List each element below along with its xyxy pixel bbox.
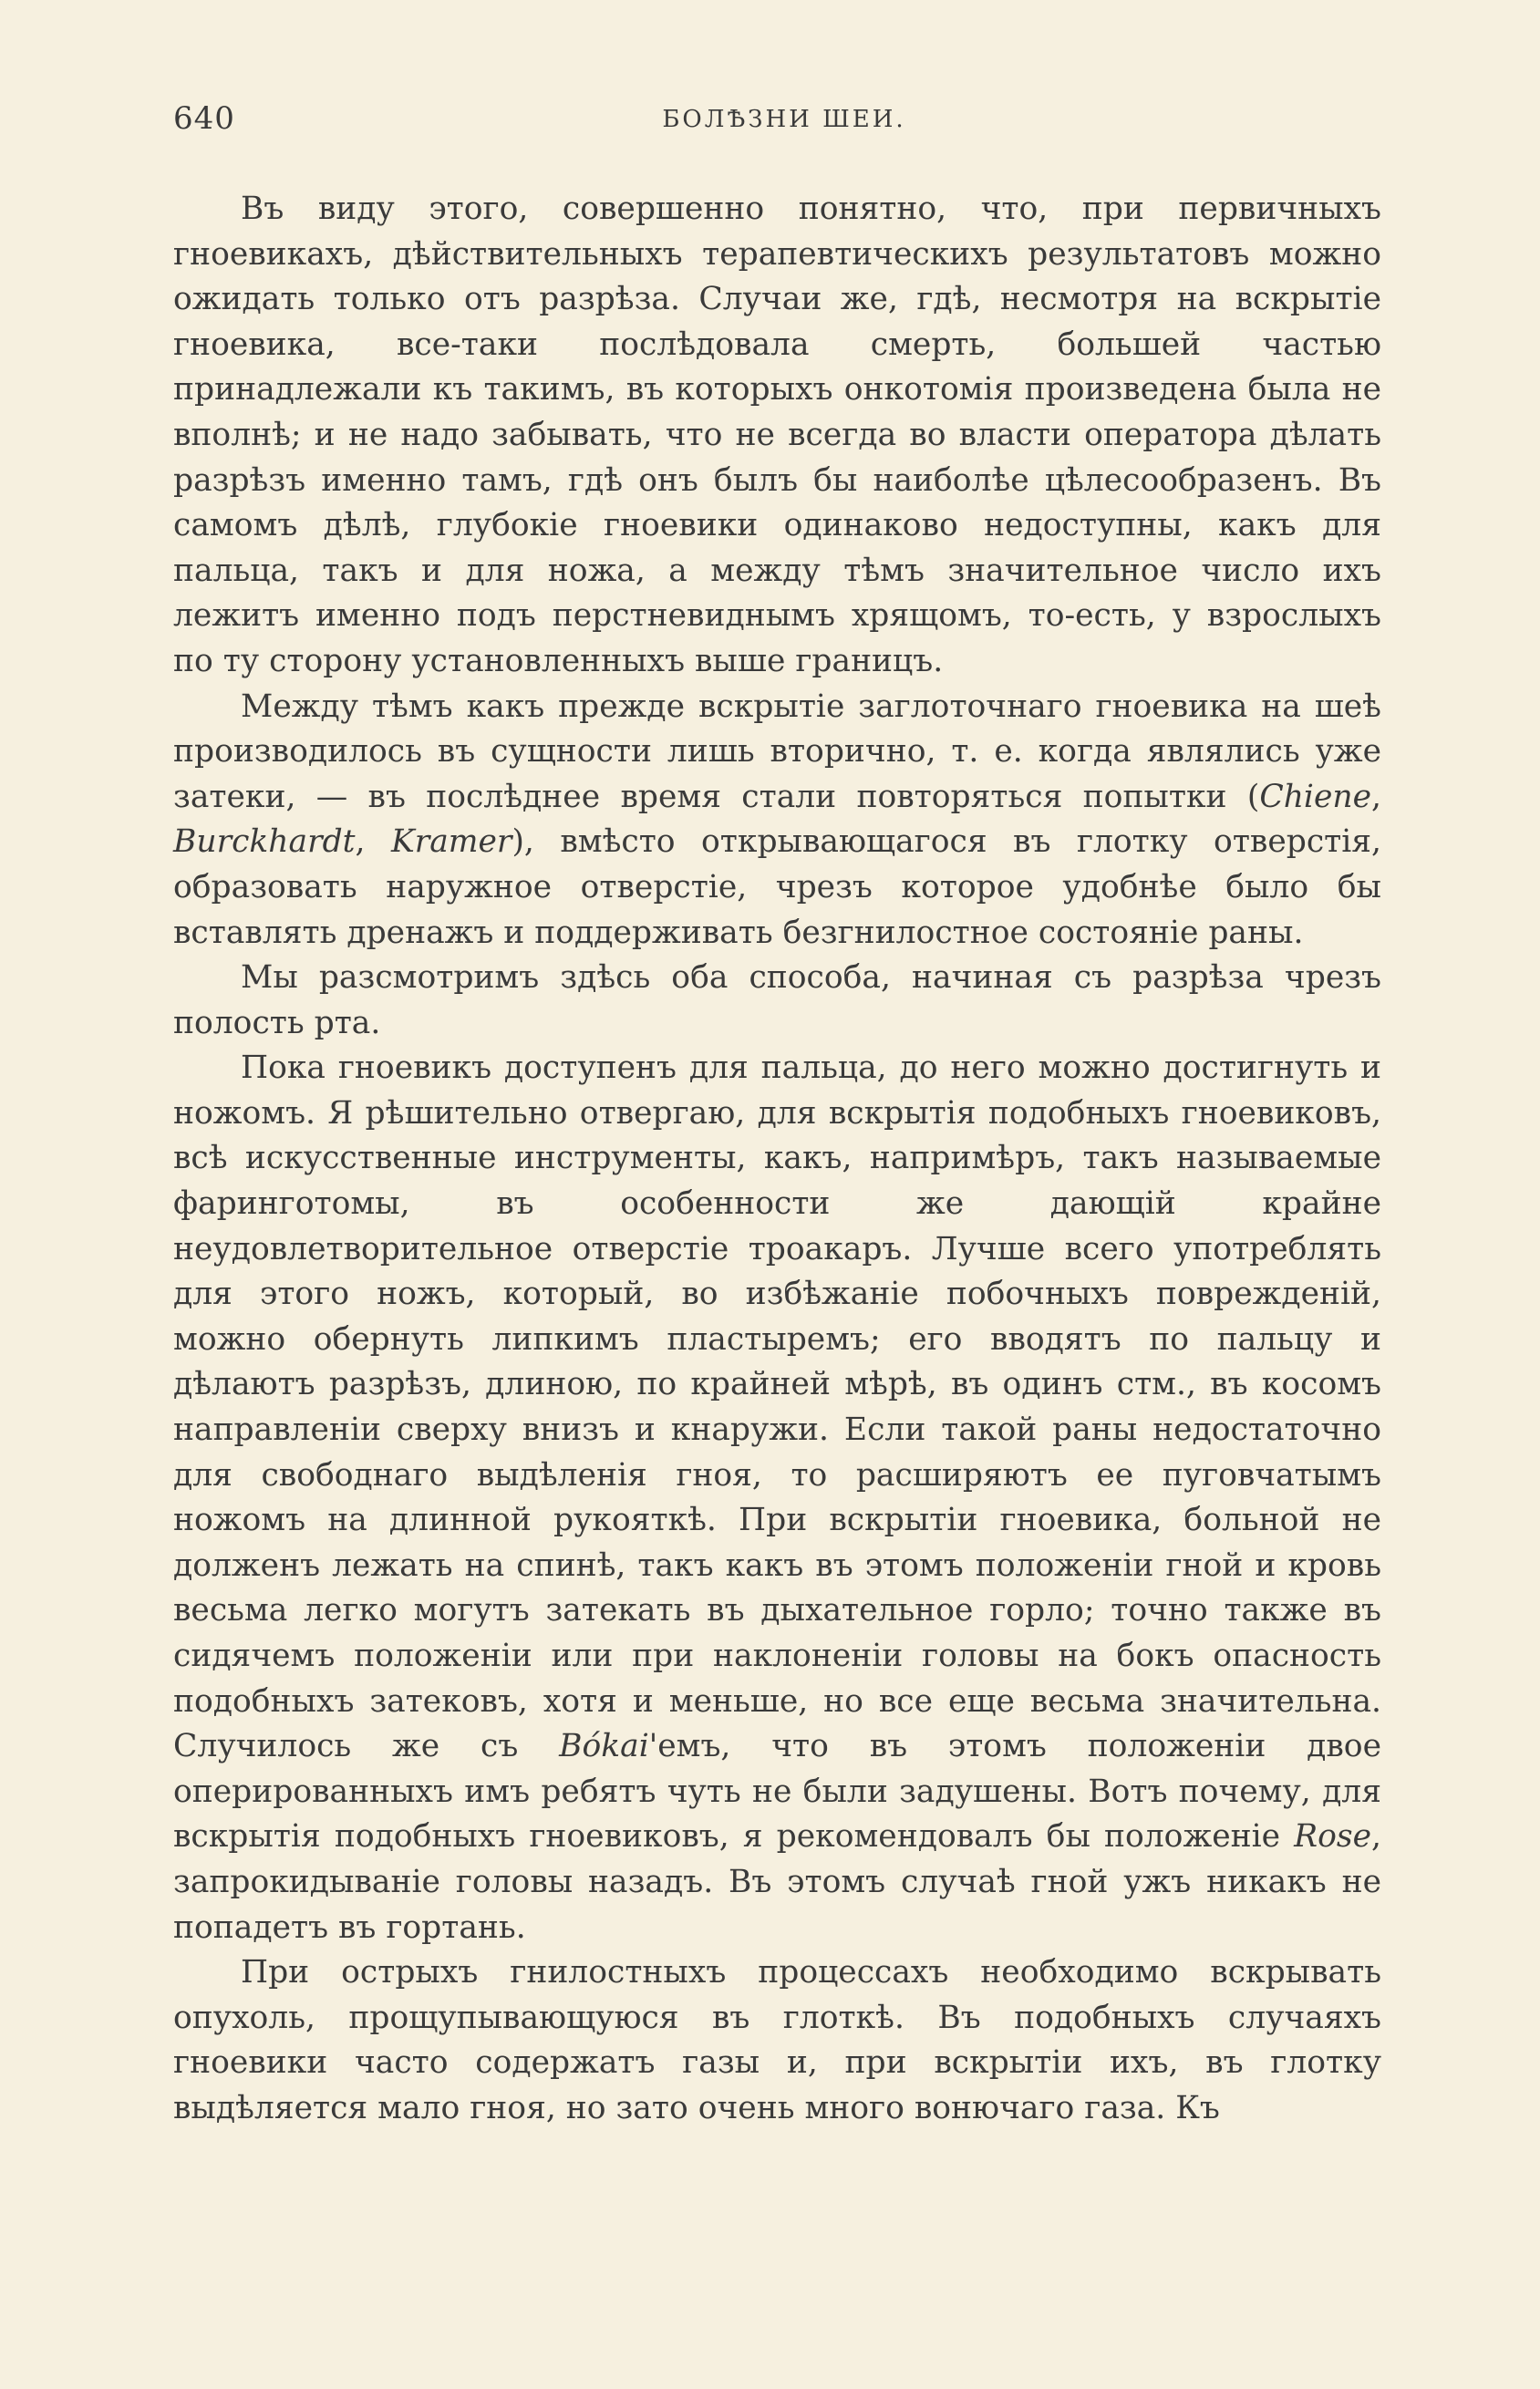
- separator-2: ,: [355, 823, 391, 861]
- name-bokai: Bókai: [559, 1728, 649, 1765]
- paragraph-2-text-after: ), вмѣсто открывающагося въ глотку отверстія, образовать наружное отверстіе, чрезъ которое удобнѣе было бы вставлять дренажъ и поддерживать безгнилостное состояніе раны.: [173, 823, 1382, 951]
- paragraph-2: [173, 685, 1381, 957]
- paragraph-4-text-middle: 'емъ, что въ этомъ положеніи двое оперированныхъ имъ ребятъ чуть не были задушены. Вотъ почему, для вскрытія подобныхъ гноевиковъ, я рекомендовалъ бы положеніе: [173, 1728, 1381, 1856]
- paragraph-5: При острыхъ гнилостныхъ процессахъ необходимо вскрывать опухоль, прощупывающуюся въ глоткѣ. Въ подобныхъ случаяхъ гноевики часто содержатъ газы и, при вскрытіи ихъ, въ глотку выдѣляется мало гноя, но зато очень много вонючаго газа. Къ: [173, 1954, 1381, 2126]
- author-burckhardt: Burckhardt: [173, 823, 356, 861]
- paragraph-4-text-before: Пока гноевикъ доступенъ для пальца, до него можно достигнуть и ножомъ. Я рѣшительно отвергаю, для вскрытія подобныхъ гноевиковъ, всѣ искусственные инструменты, какъ, напримѣръ, такъ называемые фаринготомы, въ особенности же дающій крайне неудовлетворительное отверстіе троакаръ. Лучше всего употреблять для этого ножъ, который, во избѣжаніе побочныхъ поврежденій, можно обернуть липкимъ пластыремъ; его вводятъ по пальцу и дѣлаютъ разрѣзъ, длиною, по крайней мѣрѣ, въ одинъ стм., въ косомъ направленіи сверху внизъ и кнаружи. Если такой раны недостаточно для свободнаго выдѣленія гноя, то расширяютъ ее пуговчатымъ ножомъ на длинной рукояткѣ. При вскрытіи гноевика, больной не долженъ лежать на спинѣ, такъ какъ въ этомъ положеніи гной и кровь весьма легко могутъ затекать въ дыхательное горло; точно также въ сидячемъ положеніи или при наклоненіи головы на бокъ опасность подобныхъ затековъ, хотя и меньше, но все еще весьма значительна. Случилось же съ: [173, 1050, 1381, 1765]
- page-number: 640: [173, 100, 235, 137]
- separator-1: ,: [1371, 778, 1381, 815]
- paragraph-3: Мы разсмотримъ здѣсь оба способа, начиная съ разрѣза чрезъ полость рта.: [173, 959, 1381, 1041]
- paragraph-4: [173, 1046, 1381, 1950]
- running-head: БОЛѢЗНИ ШЕИ.: [662, 106, 906, 133]
- paragraph-2-text-before: Между тѣмъ какъ прежде вскрытіе заглоточнаго гноевика на шеѣ производилось въ сущности лишь вторично, т. е. когда являлись уже затеки, — въ послѣднее время стали повторяться попытки (: [173, 688, 1381, 815]
- paragraph-4-text-after: , запрокидываніе головы назадъ. Въ этомъ случаѣ гной ужъ никакъ не попадетъ въ гортань.: [173, 1818, 1381, 1946]
- author-chiene: Chiene: [1259, 778, 1372, 815]
- page-header: [173, 100, 1395, 155]
- paragraph-1: Въ виду этого, совершенно понятно, что, при первичныхъ гноевикахъ, дѣйствительныхъ терапевтическихъ результатовъ можно ожидать только отъ разрѣза. Случаи же, гдѣ, несмотря на вскрытіе гноевика, все-таки послѣдовала смерть, большей частью принадлежали къ такимъ, въ которыхъ онкотомія произведена была не вполнѣ; и не надо забывать, что не всегда во власти оператора дѣлать разрѣзъ именно тамъ, гдѣ онъ былъ бы наиболѣе цѣлесообразенъ. Въ самомъ дѣлѣ, глубокіе гноевики одинаково недоступны, какъ для пальца, такъ и для ножа, а между тѣмъ значительное число ихъ лежитъ именно подъ перстневиднымъ хрящомъ, то-есть, у взрослыхъ по ту сторону установленныхъ выше границъ.: [173, 191, 1381, 679]
- name-rose: Rose: [1294, 1818, 1372, 1856]
- author-kramer: Kramer: [390, 823, 512, 861]
- body-text: [173, 187, 1381, 2132]
